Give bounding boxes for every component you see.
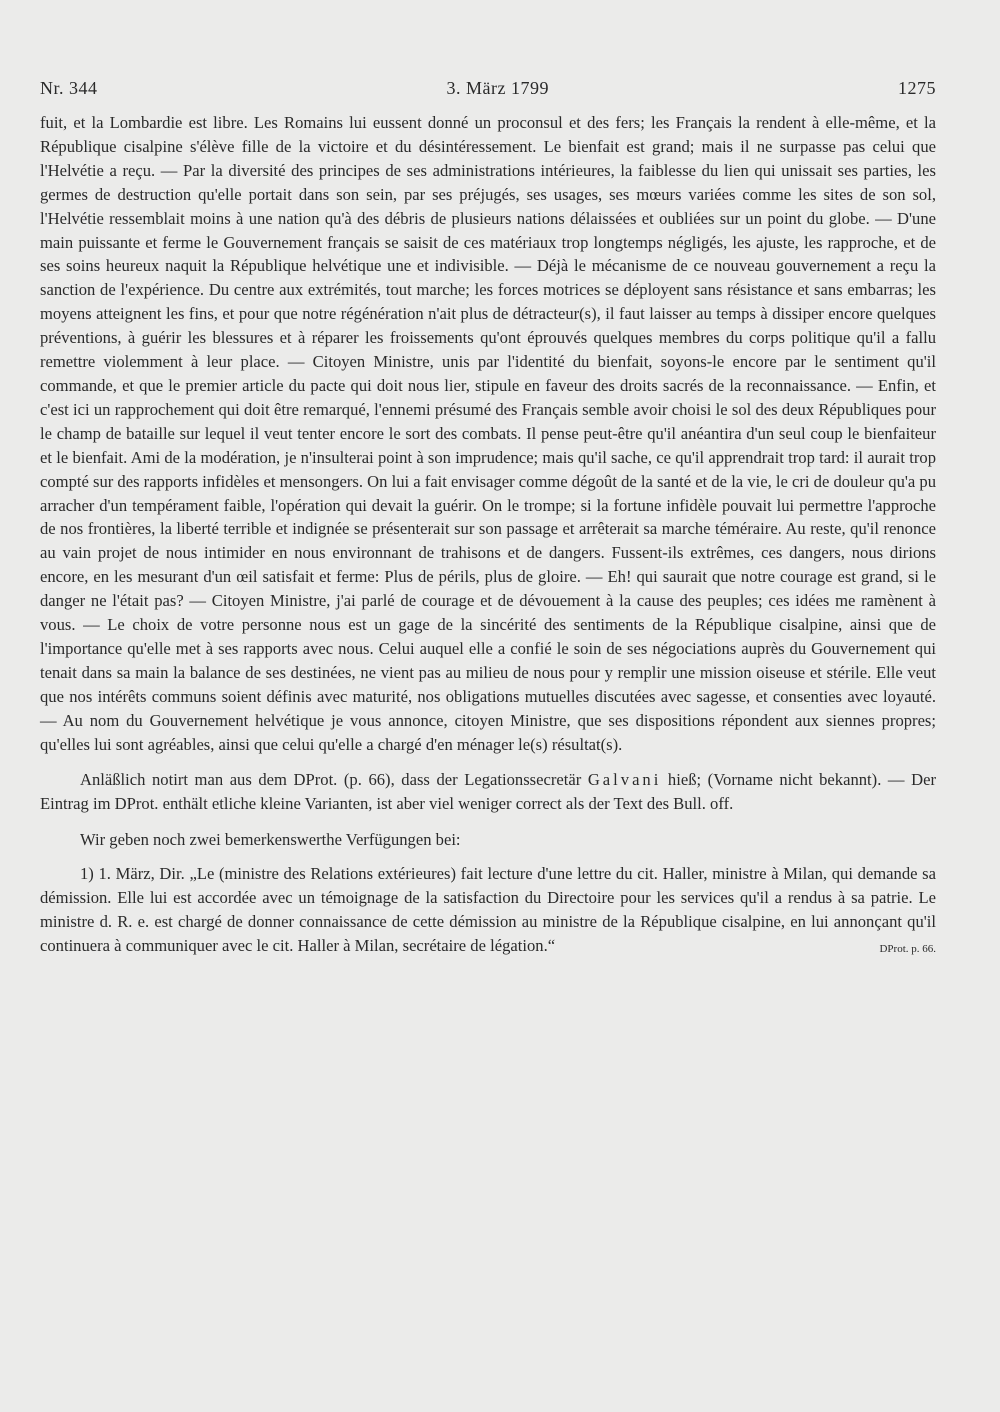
note-text-before: Anläßlich notirt man aus dem DProt. (p. 66), dass der Legationssecretär xyxy=(80,770,582,790)
document-page xyxy=(40,78,936,962)
document-date: 3. März 1799 xyxy=(446,78,549,98)
note-text-after: hieß; (Vorname nicht bekannt). — Der Eintrag im DProt. enthält etliche kleine Varianten, ist aber viel weniger correct als der Text des Bull. off. xyxy=(40,770,936,814)
editorial-note xyxy=(40,768,936,816)
appendix-item-1 xyxy=(40,862,936,958)
document-number: Nr. 344 xyxy=(40,78,98,98)
page-number: 1275 xyxy=(897,78,936,98)
appendix-item-1-text: 1) 1. März, Dir. „Le (ministre des Relations extérieures) fait lecture d'une lettre du cit. Haller, ministre à Milan, qui demande sa démission. Elle lui est accordée avec un témoignage de la satisfaction du Directoire pour les services qu'il a rendus à sa patrie. Le ministre d. R. e. est chargé de donner connaissance de cette démission au ministre de la République cisalpine, en lui annonçant qu'il continuera à communiquer avec le cit. Haller à Milan, secrétaire de légation.“ xyxy=(40,864,936,955)
page-header xyxy=(40,78,936,99)
main-paragraph: fuit, et la Lombardie est libre. Les Romains lui eussent donné un proconsul et des fers; les Français la rendent à elle-même, et la République cisalpine s'élève fille de la victoire et du désintéressement. Le bienfait est grand; mais il ne surpasse pas celui que l'Helvétie a reçu. — Par la diversité des principes de ses administrations intérieures, la faiblesse du lien qui unissait ses parties, les germes de destruction qu'elle portait dans son sein, par ses préjugés, ses usages, ses mœurs variées comme les sites de son sol, l'Helvétie ressemblait moins à une nation qu'à des débris de plusieurs nations délaissées et oubliées sur un point du globe. — D'une main puissante et ferme le Gouvernement français se saisit de ces matériaux trop longtemps négligés, les ajuste, les rapproche, et de ses soins heureux naquit la République helvétique une et indivisible. — Déjà le mécanisme de ce nouveau gouvernement a reçu la sanction de l'expérience. Du centre aux extrémités, tout marche; les forces motrices se déployent sans résistance et sans embarras; les moyens atteignent les fins, et pour que notre régénération n'ait plus de détracteur(s), il faut laisser au temps à dissiper encore quelques préventions, à guérir les blessures et à réparer les froissements qu'ont éprouvés quelques membres du corps politique qu'il a fallu remettre violemment à leur place. — Citoyen Ministre, unis par l'identité du bienfait, soyons-le encore par le sentiment qu'il commande, et que le premier article du pacte qui doit nous lier, stipule en faveur des droits sacrés de la reconnaissance. — Enfin, et c'est ici un rapprochement qui doit être remarqué, l'ennemi présumé des Français semble avoir choisi le sol des deux Républiques pour le champ de bataille sur lequel il veut tenter encore le sort des combats. Il pense peut-être qu'il anéantira d'un seul coup le bienfaiteur et le bienfait. Ami de la modération, je n'insulterai point à son imprudence; mais qu'il sache, ce qu'il apprendrait trop tard: il aurait trop compté sur des rapports infidèles et mensongers. On lui a fait envisager comme dégoût de la santé et de la vie, le cri de douleur qu'a pu arracher d'un tempérament faible, l'opération qui devait la guérir. On le trompe; si la fortune infidèle pouvait lui permettre l'approche de nos frontières, la liberté terrible et indignée se présenterait sur son passage et arrêterait sa marche téméraire. Au reste, qu'il renonce au vain projet de nous intimider en nous environnant de trahisons et de dangers. Fussent-ils extrêmes, ces dangers, nous dirions encore, en les mesurant d'un œil satisfait et ferme: Plus de périls, plus de gloire. — Eh! qui saurait que notre courage est grand, si le danger ne l'était pas? — Citoyen Ministre, j'ai parlé de courage et de dévouement à la cause des peuples; ces idées me ramènent à vous. — Le choix de votre personne nous est un gage de la sincérité des sentiments de la République cisalpine, ainsi que de l'importance qu'elle met à ses rapports avec nous. Celui auquel elle a confié le soin de ses négociations auprès du Gouvernement qui tenait dans sa main la balance de ses destinées, ne vient pas au milieu de nous pour y remplir une mission oiseuse et stérile. Elle veut que nos intérêts communs soient définis avec maturité, nos obligations mutuelles discutées avec sagesse, et consenties avec loyauté. — Au nom du Gouvernement helvétique je vous annonce, citoyen Ministre, que ses dispositions répondent aux siennes propres; qu'elles lui sont agréables, ainsi que celui qu'elle a chargé d'en ménager le(s) résultat(s). xyxy=(40,113,936,754)
appendix-intro: Wir geben noch zwei bemerkenswerthe Verfügungen bei: xyxy=(80,830,461,850)
source-reference: DProt. p. 66. xyxy=(879,942,936,955)
document-body xyxy=(40,111,936,958)
secretary-name: Galvani xyxy=(587,770,662,790)
